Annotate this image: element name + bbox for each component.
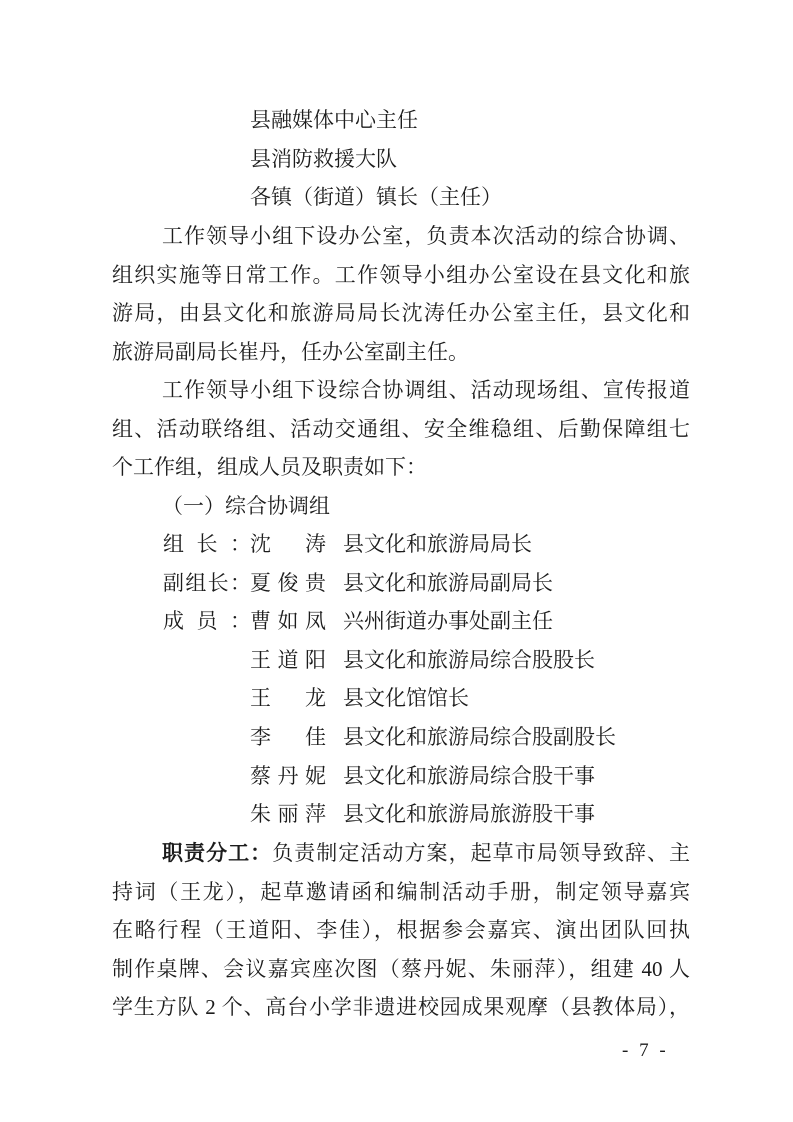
member-position-list [112, 101, 690, 217]
roster-person-name: 沈涛 [250, 532, 326, 556]
roster-row [112, 564, 690, 603]
roster-person-title: 县文化和旅游局旅游股干事 [343, 802, 595, 827]
roster-person-title: 兴州街道办事处副主任 [343, 609, 553, 634]
section-heading: （一）综合协调组 [162, 494, 330, 518]
paragraph-line: 旅游局副局长崔丹，任办公室副主任。 [112, 339, 469, 364]
paragraph-line: 学生方队 2 个、高台小学非遗进校园成果观摩（县教体局）， [112, 995, 690, 1020]
roster-person-title: 县文化和旅游局局长 [343, 532, 532, 556]
roster-person-name: 王道阳 [250, 647, 326, 672]
roster-person-name: 蔡丹妮 [250, 763, 326, 788]
paragraph-line: 持词（王龙），起草邀请函和编制活动手册，制定领导嘉宾 [112, 879, 690, 904]
paragraph-line: 工作领导小组下设办公室，负责本次活动的综合协调、 [162, 224, 690, 248]
roster-row [112, 757, 690, 796]
member-position-line: 县消防救援大队 [250, 146, 397, 171]
roster-role-label: 组长： [163, 532, 251, 556]
paragraph-line: 游局，由县文化和旅游局局长沈涛任办公室主任，县文化和 [112, 301, 690, 326]
roster-person-name: 朱丽萍 [250, 802, 326, 827]
roster-row [112, 641, 690, 680]
paragraph-line: 组、活动联络组、活动交通组、安全维稳组、后勤保障组七 [112, 416, 690, 441]
roster-person-title: 县文化和旅游局综合股干事 [343, 763, 595, 788]
roster-row [112, 525, 690, 564]
roster-person-title: 县文化馆馆长 [343, 686, 469, 711]
roster-row [112, 718, 690, 757]
duties-label: 职责分工： [162, 841, 273, 865]
paragraph-groups [112, 371, 690, 487]
paragraph-office [112, 217, 690, 371]
roster-person-name: 曹如凤 [250, 609, 326, 634]
paragraph-duties [112, 834, 690, 1027]
roster [112, 525, 690, 834]
paragraph-line: 在略行程（王道阳、李佳），根据参会嘉宾、演出团队回执 [112, 918, 690, 943]
member-position-line: 县融媒体中心主任 [250, 108, 418, 132]
paragraph-line: 工作领导小组下设综合协调组、活动现场组、宣传报道 [162, 378, 690, 402]
roster-person-title: 县文化和旅游局副局长 [343, 570, 553, 595]
paragraph-line: 制作桌牌、会议嘉宾座次图（蔡丹妮、朱丽萍），组建 40 人 [112, 956, 690, 981]
paragraph-line: 个工作组，组成人员及职责如下： [112, 455, 427, 480]
paragraph-line: 组织实施等日常工作。工作领导小组办公室设在县文化和旅 [112, 262, 690, 287]
roster-role-label: 成员： [163, 609, 251, 634]
section-heading-block [112, 487, 690, 526]
roster-person-name: 李佳 [250, 724, 326, 749]
member-position-line: 各镇（街道）镇长（主任） [250, 185, 502, 210]
roster-role-label: 副组长： [163, 570, 251, 595]
roster-person-title: 县文化和旅游局综合股股长 [343, 647, 595, 672]
roster-row [112, 679, 690, 718]
roster-person-title: 县文化和旅游局综合股副股长 [343, 724, 616, 749]
paragraph-line [112, 834, 690, 873]
roster-person-name: 王龙 [250, 686, 326, 711]
roster-row [112, 602, 690, 641]
roster-person-name: 夏俊贵 [250, 570, 326, 595]
page-number: - 7 - [622, 1040, 669, 1061]
duties-text: 负责制定活动方案，起草市局领导致辞、主 [272, 841, 690, 865]
roster-row [112, 795, 690, 834]
